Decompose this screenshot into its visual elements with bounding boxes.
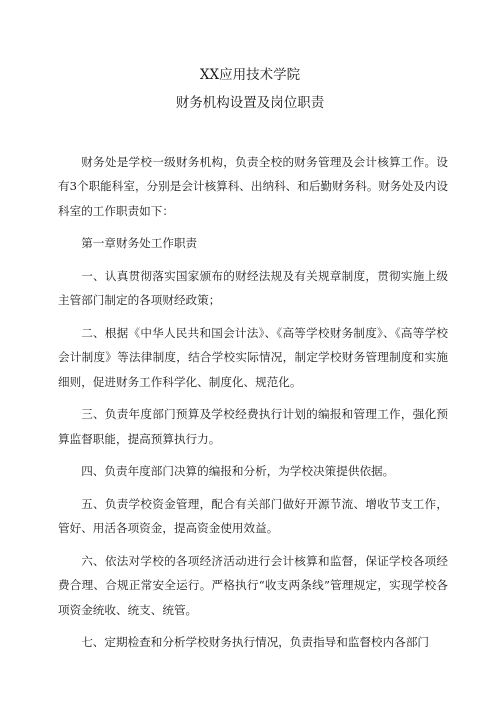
- duty-item-1: 一、认真贯彻落实国家颁布的财经法规及有关规章制度，贯彻实施上级主管部门制定的各项财经政策；: [58, 269, 448, 308]
- document-body: [58, 150, 448, 655]
- duty-item-2: 二、根据《中华人民共和国会计法》、《高等学校财务制度》、《高等学校会计制度》等法律制度，结合学校实际情况，制定学校财务管理制度和实施细则，促进财务工作科学化、制度化、规范化。: [58, 326, 448, 389]
- duty-item-3: 三、负责年度部门预算及学校经费执行计划的编报和管理工作，强化预算监督职能，提高预算执行力。: [58, 407, 448, 446]
- chapter-heading: 第一章财务处工作职责: [81, 236, 198, 251]
- duty-item-7: 七、定期检查和分析学校财务执行情况，负责指导和监督校内各部门: [81, 635, 430, 650]
- duty-item-6: 六、依法对学校的各项经济活动进行会计核算和监督，保证学校各项经费合理、合规正常安全运行。严格执行“收支两条线”管理规定，实现学校各项资金统收、统支、统管。: [58, 554, 448, 617]
- duty-item-5: 五、负责学校资金管理，配合有关部门做好开源节流、增收节支工作，管好、用活各项资金，提高资金使用效益。: [58, 497, 448, 536]
- document-title-main: 财务机构设置及岗位职责: [175, 95, 325, 111]
- paragraph-intro: 财务处是学校一级财务机构，负责全校的财务管理及会计核算工作。设有3个职能科室，分别是会计核算科、出纳科、和后勤财务科。财务处及内设科室的工作职责如下：: [58, 155, 448, 218]
- document-title-school: XX应用技术学院: [199, 67, 301, 83]
- duty-item-4: 四、负责年度部门决算的编报和分析，为学校决策提供依据。: [81, 464, 395, 479]
